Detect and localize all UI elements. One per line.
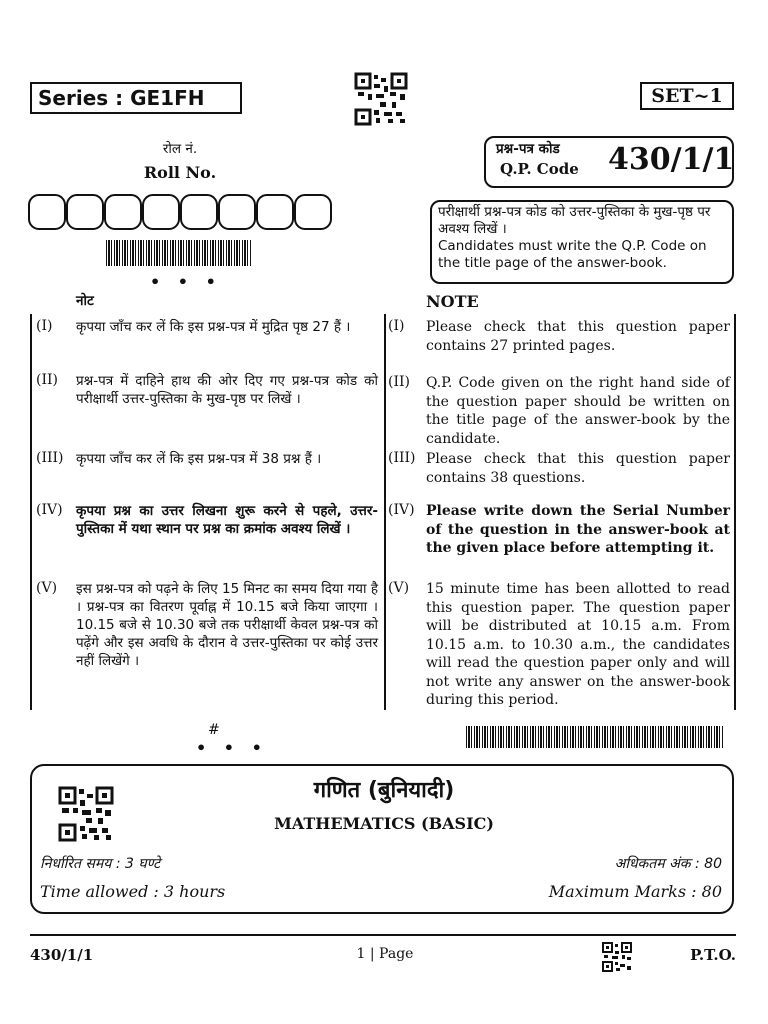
note-number: (V) (388, 580, 410, 596)
roll-digit-box[interactable] (28, 194, 66, 230)
series-label: Series : GE1FH (30, 82, 242, 114)
maximum-marks-hindi: अधिकतम अंक : 80 (614, 856, 722, 872)
divider-right (734, 314, 736, 710)
note-item-hindi: कृपया प्रश्न का उत्तर लिखना शुरू करने से पहले, उत्तर-पुस्तिका में यथा स्थान पर प्रश्न का क्रमांक अवश्य लिखें । (76, 503, 378, 537)
roll-no-label-hindi: रोल नं. (162, 141, 198, 157)
dots-mark: • • • (196, 738, 268, 757)
qp-code-value: 430/1/1 (608, 142, 735, 177)
qp-code-label: Q.P. Code (500, 160, 579, 178)
divider-left (30, 314, 32, 710)
note-number-hindi: (IV) (36, 502, 63, 518)
roll-digit-box[interactable] (104, 194, 142, 230)
note-number: (IV) (388, 502, 415, 518)
note-number: (III) (388, 450, 416, 466)
note-item: Q.P. Code given on the right hand side of the question paper should be written on the title page of the answer-book by the candidate. (426, 375, 730, 447)
set-label: SET~1 (640, 82, 734, 110)
note-number: (II) (388, 374, 410, 390)
roll-no-label: Roll No. (143, 163, 217, 182)
maximum-marks: Maximum Marks : 80 (548, 882, 722, 901)
note-heading-hindi: नोट (76, 293, 94, 309)
roll-digit-box[interactable] (180, 194, 218, 230)
qr-code-icon (354, 72, 408, 126)
pto-label: P.T.O. (690, 946, 736, 964)
divider-center (384, 314, 386, 710)
note-number: (I) (388, 318, 405, 334)
instruction-hindi: परीक्षार्थी प्रश्न-पत्र कोड को उत्तर-पुस्तिका के मुख-पृष्ठ पर अवश्य लिखें । (438, 204, 711, 237)
dots-mark: • • • (150, 272, 222, 291)
note-item-hindi: कृपया जाँच कर लें कि इस प्रश्न-पत्र में 38 प्रश्न हैं । (76, 451, 322, 467)
page-number: 1 | Page (356, 946, 414, 962)
barcode-icon (106, 240, 252, 266)
candidate-instruction-box (430, 200, 734, 284)
subject-title: MATHEMATICS (BASIC) (274, 814, 494, 833)
roll-digit-box[interactable] (218, 194, 256, 230)
note-item: Please check that this question paper contains 27 printed pages. (426, 319, 730, 354)
subject-title-hindi: गणित (बुनियादी) (313, 778, 455, 803)
time-allowed: Time allowed : 3 hours (40, 882, 226, 901)
note-item-hindi: इस प्रश्न-पत्र को पढ़ने के लिए 15 मिनट का समय दिया गया है । प्रश्न-पत्र का वितरण पूर्वाह्न में 10.15 बजे किया जाएगा । 10.15 बजे से 10.30 बजे तक परीक्षार्थी केवल प्रश्न-पत्र को पढ़ेंगे और इस अवधि के दौरान वे उत्तर-पुस्तिका पर कोई उत्तर नहीं लिखेंगे । (76, 581, 378, 669)
instruction-english: Candidates must write the Q.P. Code on the title page of the answer-book. (438, 238, 707, 271)
hash-mark: # (208, 722, 220, 738)
roll-digit-box[interactable] (66, 194, 104, 230)
roll-digit-box[interactable] (294, 194, 332, 230)
note-number-hindi: (V) (36, 580, 58, 596)
qr-code-icon (602, 942, 632, 972)
qp-code-label-hindi: प्रश्न-पत्र कोड (496, 141, 560, 157)
note-number-hindi: (III) (36, 450, 64, 466)
note-item: Please check that this question paper contains 38 questions. (426, 451, 730, 486)
barcode-icon (466, 726, 724, 748)
roll-no-boxes[interactable] (28, 194, 332, 232)
note-item: 15 minute time has been allotted to read this question paper. The question paper will be distributed at 10.15 a.m. From 10.15 a.m. to 10.30 a.m., the candidates will read the question paper only and will not write any answer on the answer-book during this period. (426, 581, 730, 708)
note-item: Please write down the Serial Number of the question in the answer-book at the given place before attempting it. (426, 503, 730, 556)
note-heading: NOTE (426, 292, 479, 311)
footer-qp-code: 430/1/1 (30, 946, 94, 964)
time-allowed-hindi: निर्धारित समय : 3 घण्टे (40, 856, 161, 872)
footer-divider (30, 934, 736, 936)
note-number-hindi: (I) (36, 318, 53, 334)
roll-digit-box[interactable] (256, 194, 294, 230)
note-item-hindi: प्रश्न-पत्र में दाहिने हाथ की ओर दिए गए प्रश्न-पत्र कोड को परीक्षार्थी उत्तर-पुस्तिका के मुख-पृष्ठ पर लिखें । (76, 373, 378, 407)
note-item-hindi: कृपया जाँच कर लें कि इस प्रश्न-पत्र में मुद्रित पृष्ठ 27 हैं । (76, 319, 351, 335)
note-number-hindi: (II) (36, 372, 58, 388)
roll-digit-box[interactable] (142, 194, 180, 230)
